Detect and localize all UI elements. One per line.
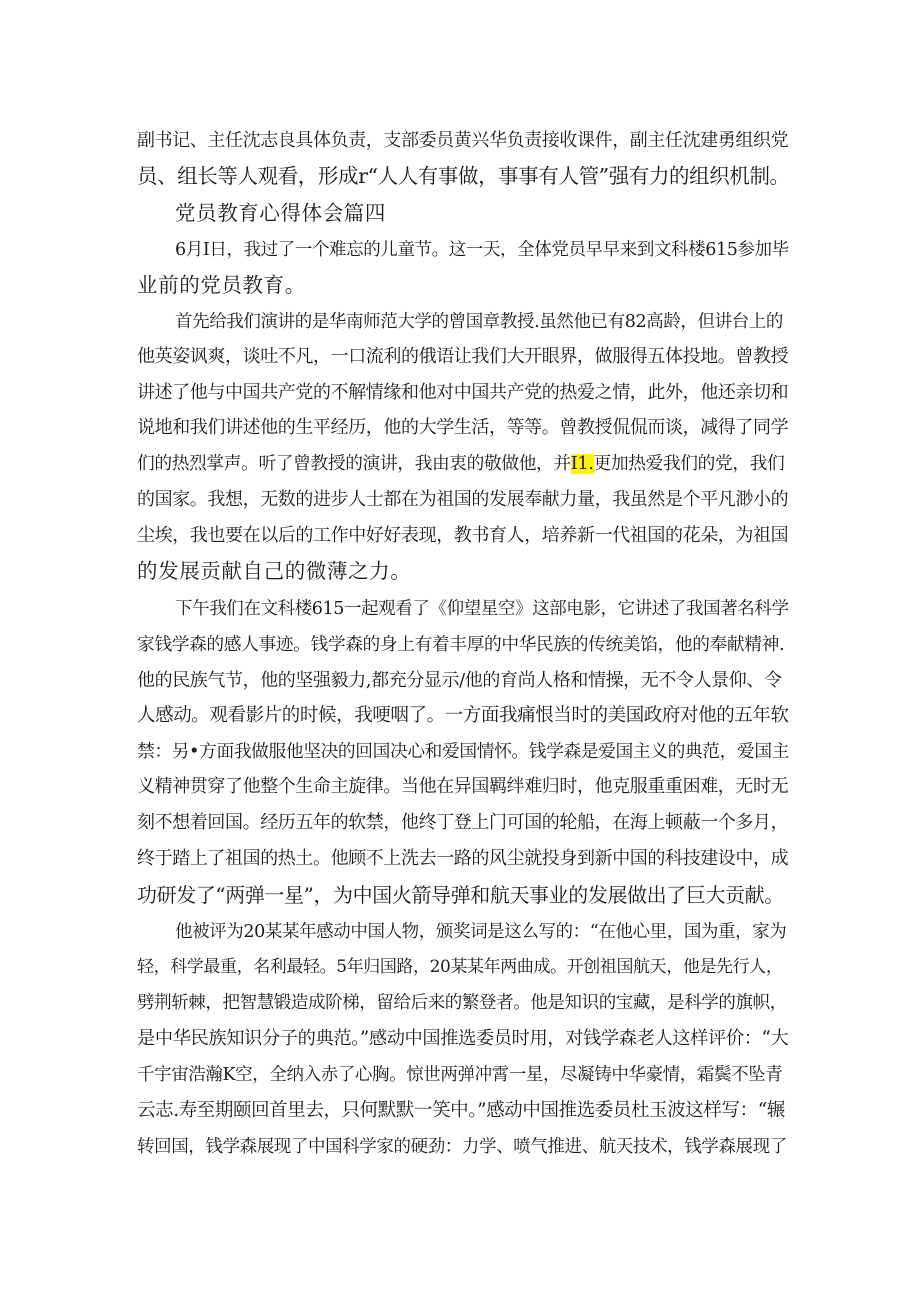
paragraph-line: 千宇宙浩瀚K空，全纳入赤了心胸。惊世两弹冲霄一星，尽凝铸中华豪情，霜鬓不坠青 (137, 1065, 783, 1085)
paragraph-line: 员、组长等人观看，形成r“人人有事做，事事有人管”强有力的组织机制。 (137, 164, 790, 188)
paragraph-line: 轻，科学最重，名利最轻。5年归国路，20某某年两曲成。开创祖国航天，他是先行人， (137, 957, 783, 977)
paragraph-line: 禁：另•方面我做服他坚决的回国决心和爱国情怀。钱学森是爱国主义的典范，爱国主 (137, 742, 790, 762)
highlighted-text: I1. (570, 454, 594, 474)
paragraph-line: 功研发了“两弹一星”，为中国火箭导弹和航天事业的发展做出了巨大贡献。 (137, 883, 784, 907)
paragraph-line: 业前的党员教育。 (137, 273, 306, 297)
line-text: 更加热爱我们的党，我们 (593, 454, 785, 474)
paragraph-line: 人感动。观看影片的时候，我哽咽了。一方面我痛恨当时的美国政府对他的五年软 (137, 705, 789, 726)
paragraph-line: 6月I日，我过了一个难忘的儿童节。这一天，全体党员早早来到文科楼615参加毕 (175, 240, 789, 260)
paragraph-line: 下午我们在文科楼615一起观看了《仰望星空》这部电影，它讲述了我国著名科学 (175, 599, 789, 619)
paragraph-line: 转回国，钱学森展现了中国科学家的硬劲：力学、喷气推进、航天技术，钱学森展现了 (137, 1137, 787, 1157)
paragraph-line: 副书记、主任沈志良具体负责，支部委员黄兴华负责接收课件，副主任沈建勇组织党 (137, 130, 789, 151)
paragraph-line: 他被评为20某某年感动中国人物，颁奖词是这么写的：“在他心里，国为重，家为 (175, 922, 787, 942)
paragraph-line: 家钱学森的感人事迹。钱学森的身上有着丰厚的中华民族的传统美馅，他的奉献精神. (137, 635, 785, 655)
paragraph-line: 讲述了他与中国共产党的不解情缘和他对中国共产党的热爱之情，此外，他还亲切和 (137, 382, 789, 403)
line-text: 们的热烈掌声。听了曾教授的演讲，我由衷的敬做他，并 (137, 454, 571, 474)
paragraph-line: 的发展贡献自己的微薄之力。 (137, 559, 412, 583)
paragraph-line: 是中华民族知识分子的典范。”感动中国推选委员时用，对钱学森老人这样评价：“大 (137, 1028, 789, 1049)
paragraph-line: 劈荆斩棘，把智慧锻造成阶梯，留给后来的繁登者。他是知识的宝藏，是科学的旗帜， (137, 993, 787, 1013)
paragraph-line: 义精神贯穿了他整个生命主旋律。当他在异国羁绊难归时，他克服重重困难，无时无 (137, 776, 789, 797)
section-heading: 党员教育心得体会篇四 (175, 201, 386, 225)
paragraph-line: 刻不想着回国。经历五年的软禁，他终丁登上门可国的轮船，在海上顿蔽一个多月， (137, 812, 789, 833)
paragraph-line: 他的民族气节，他的坚强毅力,都充分显示/他的育尚人格和情操，无不令人景仰、令 (137, 670, 782, 691)
paragraph-line (137, 451, 784, 477)
paragraph-line: 终于踏上了祖国的热土。他顾不上洗去一路的风尘就投身到新中国的科技建设中，成 (137, 848, 789, 869)
paragraph-line: 的国家。我想，无数的进步人士都在为祖国的发展奉献力量，我虽然是个平凡渺小的 (137, 489, 789, 510)
paragraph-line: 他英姿讽爽，谈吐不凡，一口流利的俄语让我们大开眼界，做服得五体投地。曾教授 (137, 346, 789, 367)
paragraph-line: 云志.寿至期颐回首里去，只何默默一笑中。”感动中国推选委员杜玉波这样写：“辗 (137, 1100, 785, 1121)
paragraph-line: 说地和我们讲述他的生平经历，他的大学生活，等等。曾教授侃侃而谈，减得了同学 (137, 417, 789, 438)
paragraph-line: 尘埃，我也要在以后的工作中好好表现，教书育人，培养新一代祖国的花朵，为祖国 (137, 525, 789, 546)
paragraph-line: 首先给我们演讲的是华南师范大学的曾国章教授.虽然他已有82高龄，但讲台上的 (175, 312, 784, 332)
